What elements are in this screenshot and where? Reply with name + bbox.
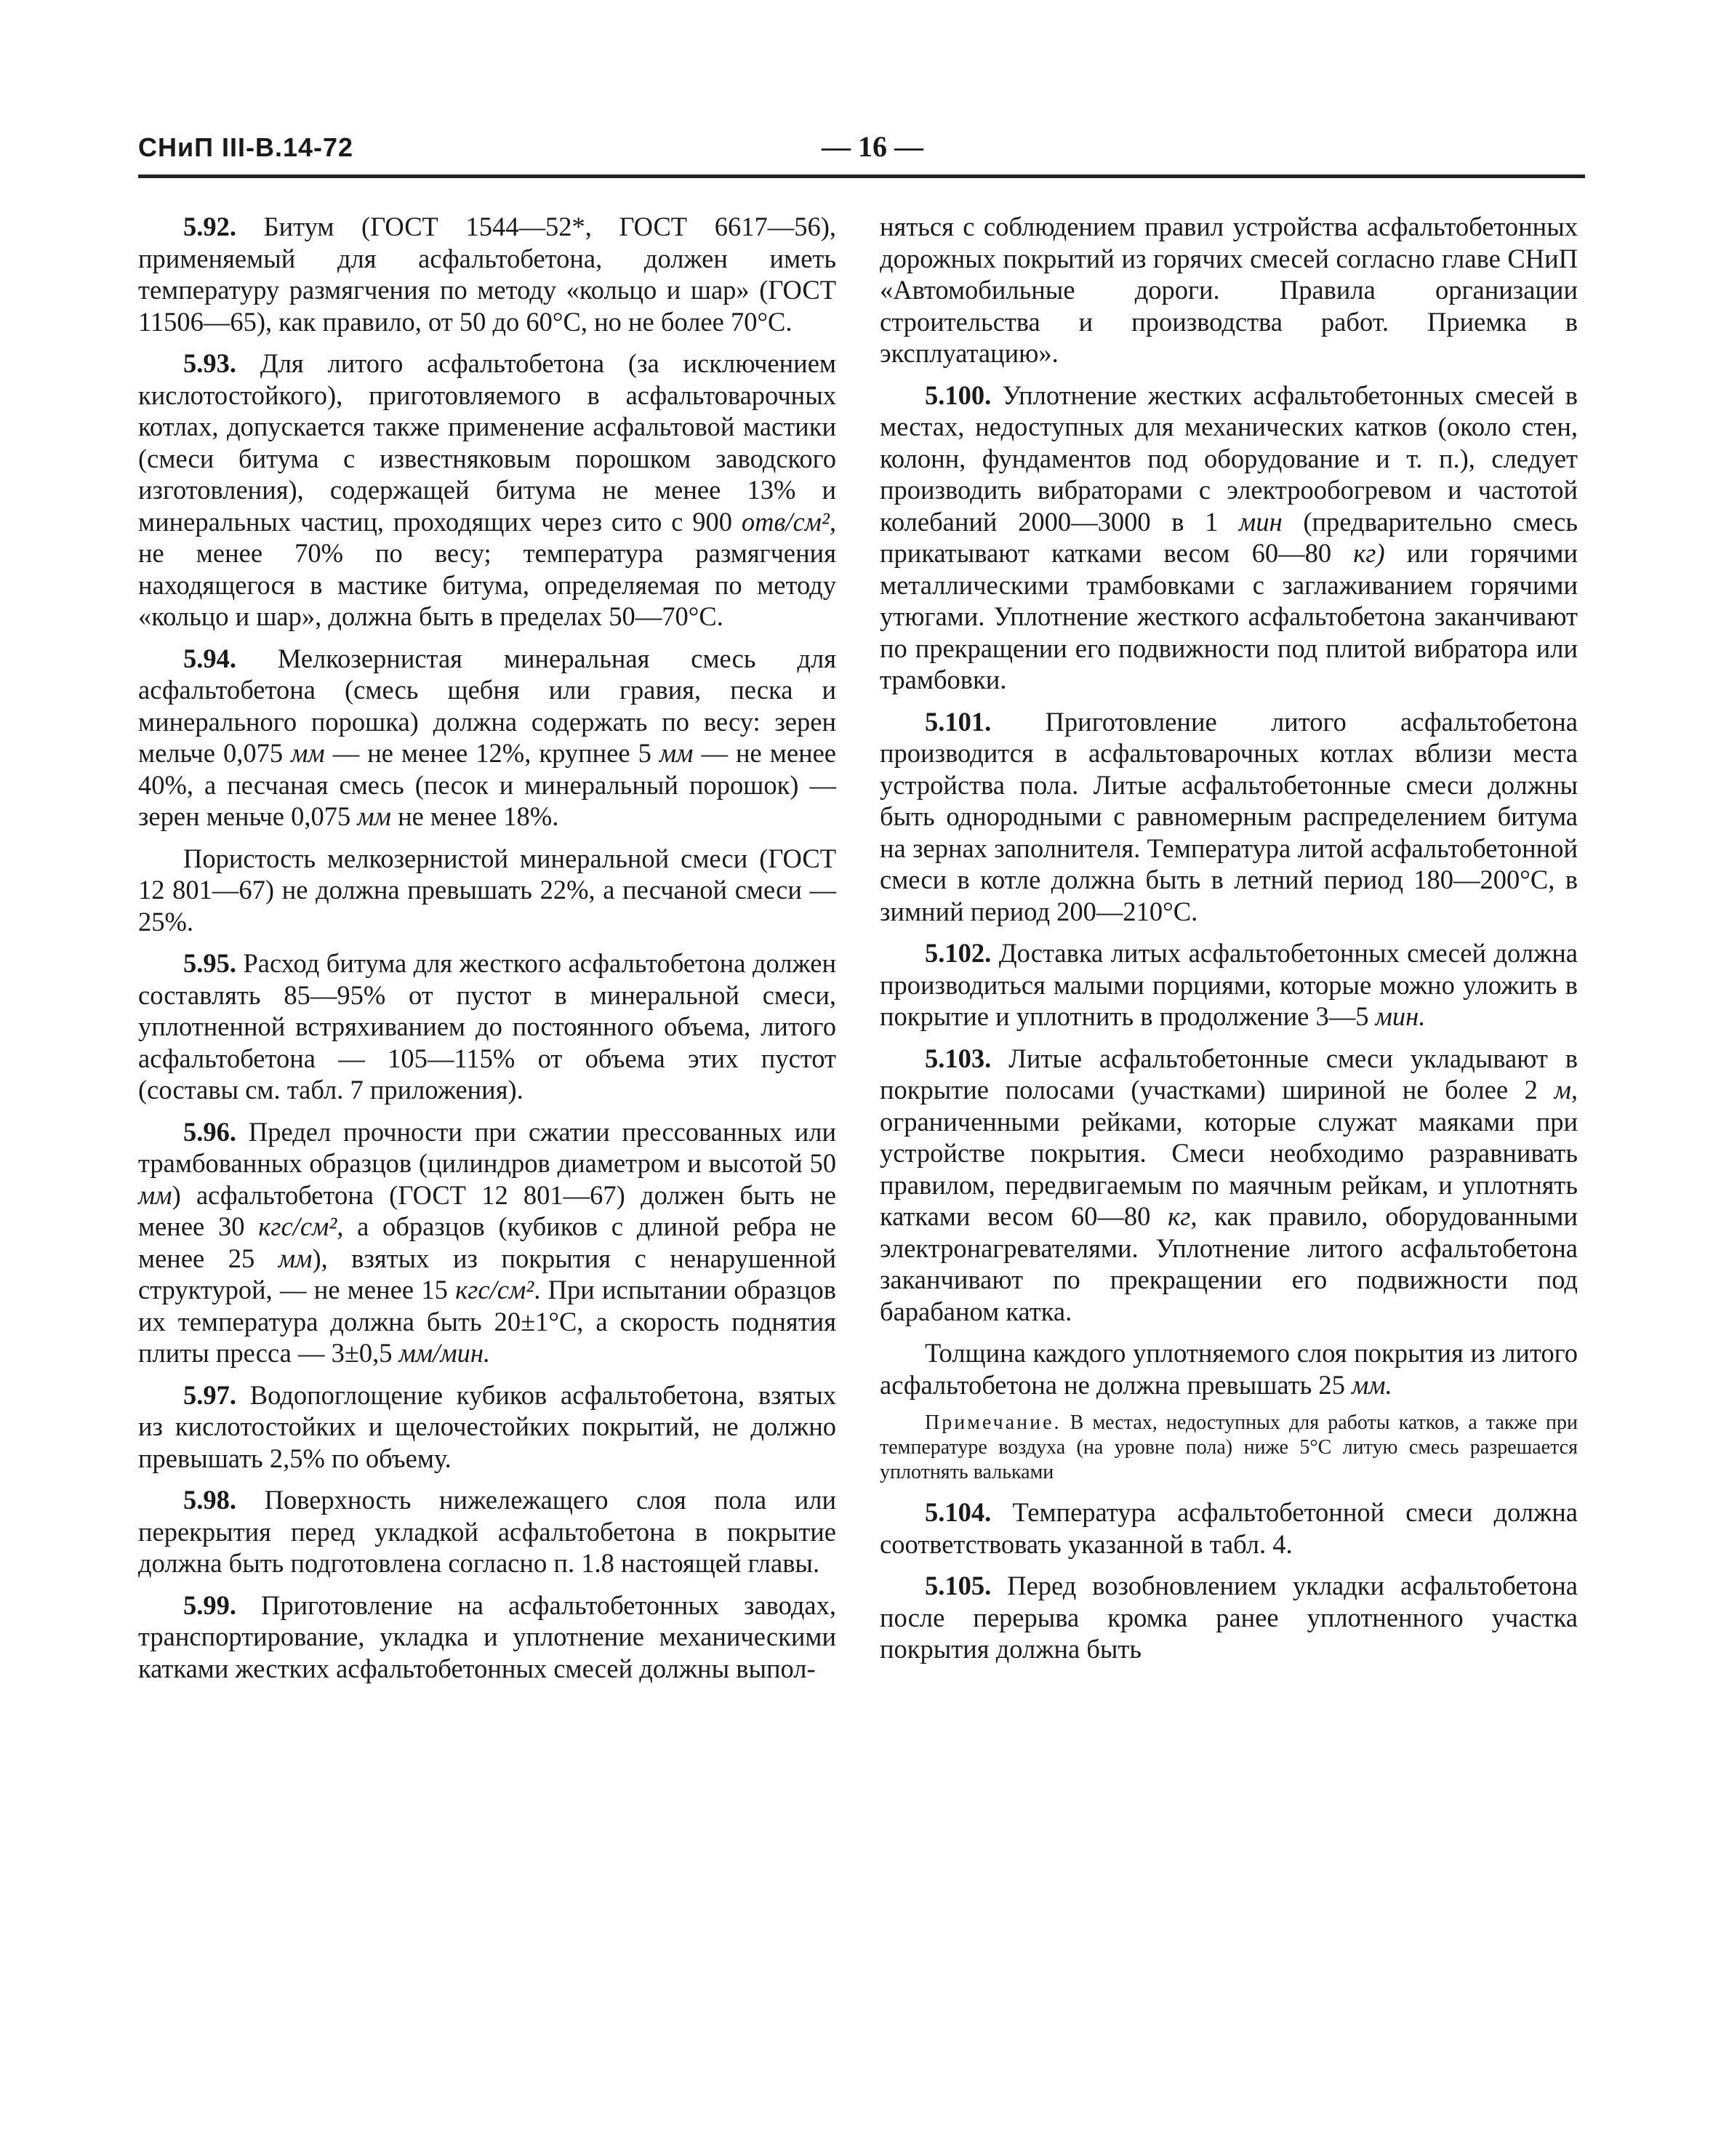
clause-5-95: 5.95. Расход битума для жесткого асфальтобетона должен составлять 85—95% от пустот в минеральной смеси, уплотненной встряхиванием до постоянного объема, литого асфальтобетона — 105—115% от объема этих пустот (составы см. табл. 7 приложения). bbox=[138, 948, 836, 1105]
clause-5-99: 5.99. Приготовление на асфальтобетонных заводах, транспортирование, укладка и уплотнение механическими катками жестких асфальтобетонных смесей должны выпол- bbox=[138, 1590, 836, 1683]
page-number: — 16 — bbox=[822, 130, 923, 163]
clause-5-93: 5.93. Для литого асфальтобетона (за исключением кислотостойкого), приготовляемого в асфальтоварочных котлах, допускается также применение асфальтовой мастики (смеси битума с известняковым порошком заводского изготовления), содержащей битума не менее 13% и минеральных частиц, проходящих через сито с 900 отв/см², не менее 70% по весу; температура размягчения находящегося в мастике битума, определяемая по методу «кольцо и шар», должна быть в пределах 50—70°С. bbox=[138, 348, 836, 631]
note: Примечание. В местах, недоступных для работы катков, а также при температуре воздуха (на уровне пола) ниже 5°С литую смесь разрешается уплотнять вальками bbox=[880, 1411, 1578, 1483]
clause-5-94: 5.94. Мелкозернистая минеральная смесь для асфальтобетона (смесь щебня или гравия, песка и минерального порошка) должна содержать по весу: зерен мельче 0,075 мм — не менее 12%, крупнее 5 мм — не менее 40%, а песчаная смесь (песок и минеральный порошок) — зерен меньче 0,075 мм не менее 18%. bbox=[138, 643, 837, 831]
clause-5-104: 5.104. Температура асфальтобетонной смеси должна соответствовать указанной в табл. 4. bbox=[880, 1497, 1578, 1559]
left-column bbox=[138, 211, 836, 1694]
clause-5-101: 5.101. Приготовление литого асфальтобетона производится в асфальтоварочных котлах вблизи места устройства пола. Литые асфальтобетонные смеси должны быть однородными с равномерным распределением битума на зернах заполнителя. Температура литой асфальтобетонной смеси в котле должна быть в летний период 180—200°С, в зимний период 200—210°С. bbox=[880, 706, 1578, 926]
clause-5-94-porosity: Пористость мелкозернистой минеральной смеси (ГОСТ 12 801—67) не должна превышать 22%, а песчаной смеси — 25%. bbox=[138, 843, 836, 937]
page-header bbox=[138, 129, 1585, 173]
clause-5-105: 5.105. Перед возобновлением укладки асфальтобетона после перерыва кромка ранее уплотненного участка покрытия должна быть bbox=[880, 1571, 1578, 1664]
clause-5-102: 5.102. Доставка литых асфальтобетонных смесей должна производиться малыми порциями, которые можно уложить в покрытие и уплотнить в продолжение 3—5 мин. bbox=[880, 938, 1578, 1031]
clause-5-92: 5.92. Битум (ГОСТ 1544—52*, ГОСТ 6617—56), применяемый для асфальтобетона, должен иметь температуру размягчения по методу «кольцо и шар» (ГОСТ 11506—65), как правило, от 50 до 60°С, но не более 70°С. bbox=[138, 212, 836, 337]
document-code: СНиП III-В.14-72 bbox=[138, 132, 354, 162]
clause-5-99-continued: няться с соблюдением правил устройства асфальтобетонных дорожных покрытий из горячих смесей согласно главе СНиП «Автомобильные дороги. Правила организации строительства и производства работ. Приемка в эксплуатацию». bbox=[880, 212, 1578, 368]
clause-5-98: 5.98. Поверхность нижележащего слоя пола или перекрытия перед укладкой асфальтобетона в покрытие должна быть подготовлена согласно п. 1.8 настоящей главы. bbox=[138, 1485, 836, 1578]
clause-5-100: 5.100. Уплотнение жестких асфальтобетонных смесей в местах, недоступных для механических катков (около стен, колонн, фундаментов под оборудование и т. п.), следует производить вибраторами с электрообогревом и частотой колебаний 2000—3000 в 1 мин (предварительно смесь прикатывают катками весом 60—80 кг) или горячими металлическими трамбовками с заглаживанием горячими утюгами. Уплотнение жесткого асфальтобетона заканчивают по прекращении его подвижности под плитой вибратора или трамбовки. bbox=[880, 380, 1578, 694]
clause-5-97: 5.97. Водопоглощение кубиков асфальтобетона, взятых из кислотостойких и щелочестойких покрытий, не должно превышать 2,5% по объему. bbox=[138, 1379, 836, 1473]
header-rule bbox=[138, 175, 1585, 178]
clause-5-103: 5.103. Литые асфальтобетонные смеси укладывают в покрытие полосами (участками) шириной не более 2 м, ограниченными рейками, которые служат маяками при устройстве покрытия. Смеси необходимо разравнивать правилом, передвигаемым по маячным рейкам, и уплотнять катками весом 60—80 кг, как правило, оборудованными электронагревателями. Уплотнение литого асфальтобетона заканчивают по прекращении его подвижности под барабаном катка. bbox=[880, 1043, 1578, 1326]
clause-5-96: 5.96. Предел прочности при сжатии прессованных или трамбованных образцов (цилиндров диаметром и высотой 50 мм) асфальтобетона (ГОСТ 12 801—67) должен быть не менее 30 кгс/см², а образцов (кубиков с длиной ребра не менее 25 мм), взятых из покрытия с ненарушенной структурой, — не менее 15 кгс/см². При испытании образцов их температура должна быть 20±1°С, а скорость поднятия плиты пресса — 3±0,5 мм/мин. bbox=[138, 1116, 837, 1368]
right-column bbox=[880, 211, 1578, 1675]
note-label: Примечание. bbox=[925, 1411, 1062, 1434]
clause-5-103-thickness: Толщина каждого уплотняемого слоя покрытия из литого асфальтобетона не должна превышать 25 мм. bbox=[880, 1338, 1578, 1400]
